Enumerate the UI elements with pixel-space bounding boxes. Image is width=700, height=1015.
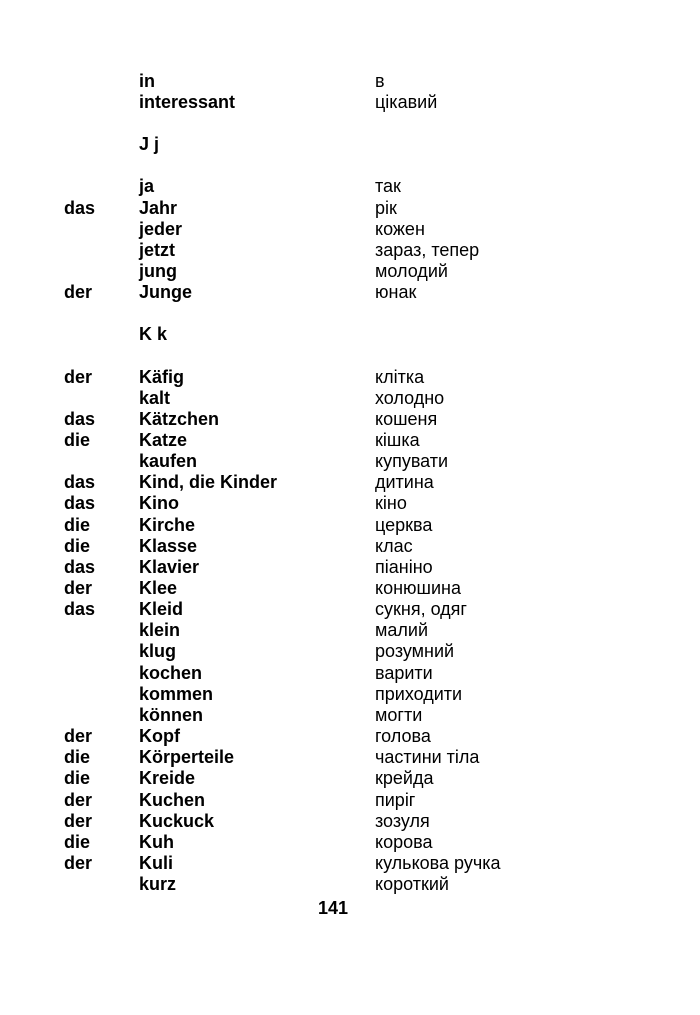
entry-article: das xyxy=(64,493,96,514)
glossary-entry xyxy=(0,219,700,240)
entry-translation: зараз, тепер xyxy=(375,239,480,260)
entry-translation: голова xyxy=(375,726,431,747)
entry-word: Kino xyxy=(139,493,179,514)
glossary-entry xyxy=(0,472,700,493)
glossary-entry xyxy=(0,409,700,430)
entry-translation: холодно xyxy=(375,387,445,408)
entry-word: kochen xyxy=(139,662,203,683)
entry-article: der xyxy=(64,810,93,831)
entry-article: der xyxy=(64,852,93,873)
entry-word: Kopf xyxy=(139,726,180,747)
glossary-entry xyxy=(0,578,700,599)
entry-word: Kreide xyxy=(139,768,196,789)
entry-word: klug xyxy=(139,641,177,662)
entry-article: die xyxy=(64,768,91,789)
entry-word: Katze xyxy=(139,429,188,450)
entry-article: die xyxy=(64,429,91,450)
entry-article: der xyxy=(64,282,93,303)
glossary-entry xyxy=(0,557,700,578)
glossary-entry xyxy=(0,71,700,92)
glossary-entry xyxy=(0,388,700,409)
entry-word: kaufen xyxy=(139,451,198,472)
entry-translation: крейда xyxy=(375,768,434,789)
entry-word: Klee xyxy=(139,578,178,598)
glossary-entry xyxy=(0,747,700,768)
entry-word: interessant xyxy=(139,92,236,113)
entry-translation: зозуля xyxy=(375,810,430,831)
entry-article: das xyxy=(64,197,96,218)
glossary-entry xyxy=(0,663,700,684)
entry-translation: кошеня xyxy=(375,408,438,429)
glossary-entry xyxy=(0,832,700,853)
entry-article: der xyxy=(64,578,93,598)
entry-word: Körperteile xyxy=(139,747,235,768)
entry-word: Klasse xyxy=(139,535,198,556)
glossary-entry xyxy=(0,620,700,641)
glossary-entry xyxy=(0,790,700,811)
entry-translation: юнак xyxy=(375,282,417,303)
glossary-entry xyxy=(0,282,700,303)
entry-translation: корова xyxy=(375,831,433,852)
entry-word: klein xyxy=(139,620,181,641)
glossary-entry xyxy=(0,92,700,113)
glossary-entry xyxy=(0,811,700,832)
entry-article: die xyxy=(64,831,91,852)
entry-translation: цікавий xyxy=(375,92,438,113)
entry-translation: сукня, одяг xyxy=(375,599,467,620)
entry-word: ja xyxy=(139,176,155,197)
entry-word: Klavier xyxy=(139,556,200,577)
entry-article: das xyxy=(64,599,96,620)
entry-translation: клітка xyxy=(375,366,425,387)
glossary-entry xyxy=(0,198,700,219)
glossary-entry xyxy=(0,705,700,726)
entry-word: Kuckuck xyxy=(139,810,215,831)
entry-translation: купувати xyxy=(375,451,449,472)
entry-word: jung xyxy=(139,261,177,282)
entry-word: kalt xyxy=(139,387,171,408)
entry-translation: частини тіла xyxy=(375,747,480,768)
entry-translation: кулькова ручка xyxy=(375,852,501,873)
entry-translation: в xyxy=(375,71,385,91)
glossary-entry xyxy=(0,684,700,705)
glossary-entry xyxy=(0,176,700,197)
section-heading: K k xyxy=(139,324,168,345)
entry-translation: кішка xyxy=(375,429,420,450)
entry-translation: так xyxy=(375,176,401,197)
entry-translation: малий xyxy=(375,620,428,641)
entry-article: das xyxy=(64,408,96,429)
entry-article: das xyxy=(64,472,96,493)
entry-article: der xyxy=(64,789,93,810)
glossary-entry xyxy=(0,430,700,451)
entry-translation: церква xyxy=(375,514,433,535)
entry-translation: дитина xyxy=(375,472,434,493)
glossary-entry xyxy=(0,641,700,662)
glossary-entry xyxy=(0,599,700,620)
glossary-entry xyxy=(0,874,700,895)
section-heading: J j xyxy=(139,134,160,155)
entry-translation: короткий xyxy=(375,874,449,895)
entry-word: Jahr xyxy=(139,197,178,218)
entry-word: Kind, die Kinder xyxy=(139,472,278,493)
entry-translation: кіно xyxy=(375,493,407,514)
entry-article: die xyxy=(64,535,91,556)
glossary-entry xyxy=(0,451,700,472)
entry-word: Kleid xyxy=(139,599,184,620)
glossary-entry xyxy=(0,240,700,261)
entry-article: die xyxy=(64,747,91,768)
entry-word: kommen xyxy=(139,683,214,704)
glossary-entry xyxy=(0,726,700,747)
entry-translation: приходити xyxy=(375,683,463,704)
entry-translation: кожен xyxy=(375,218,425,239)
glossary-entry xyxy=(0,768,700,789)
entry-word: jeder xyxy=(139,218,183,239)
glossary-entry xyxy=(0,261,700,282)
glossary-entry xyxy=(0,853,700,874)
entry-word: Kuh xyxy=(139,831,174,852)
entry-article: der xyxy=(64,366,93,387)
entry-word: Käfig xyxy=(139,366,184,387)
entry-article: das xyxy=(64,556,96,577)
entry-translation: молодий xyxy=(375,261,448,282)
entry-translation: могти xyxy=(375,704,423,725)
entry-word: können xyxy=(139,704,204,725)
glossary-entry xyxy=(0,493,700,514)
glossary-entry xyxy=(0,367,700,388)
entry-translation: клас xyxy=(375,535,413,556)
entry-article: die xyxy=(64,514,91,535)
entry-word: Kuli xyxy=(139,852,173,873)
page-number: 141 xyxy=(317,898,349,918)
entry-word: Junge xyxy=(139,282,193,303)
entry-translation: піаніно xyxy=(375,556,433,577)
entry-word: Kuchen xyxy=(139,789,206,810)
glossary-entry xyxy=(0,515,700,536)
entry-word: kurz xyxy=(139,874,177,895)
entry-translation: пиріг xyxy=(375,789,416,810)
entry-translation: розумний xyxy=(375,641,455,662)
entry-word: Kirche xyxy=(139,514,196,535)
entry-translation: рік xyxy=(375,197,397,218)
glossary-entry xyxy=(0,536,700,557)
entry-translation: варити xyxy=(375,662,433,683)
entry-word: in xyxy=(139,71,155,91)
entry-word: jetzt xyxy=(139,239,175,260)
entry-article: der xyxy=(64,726,93,747)
entry-translation: конюшина xyxy=(375,578,461,598)
entry-word: Kätzchen xyxy=(139,408,220,429)
